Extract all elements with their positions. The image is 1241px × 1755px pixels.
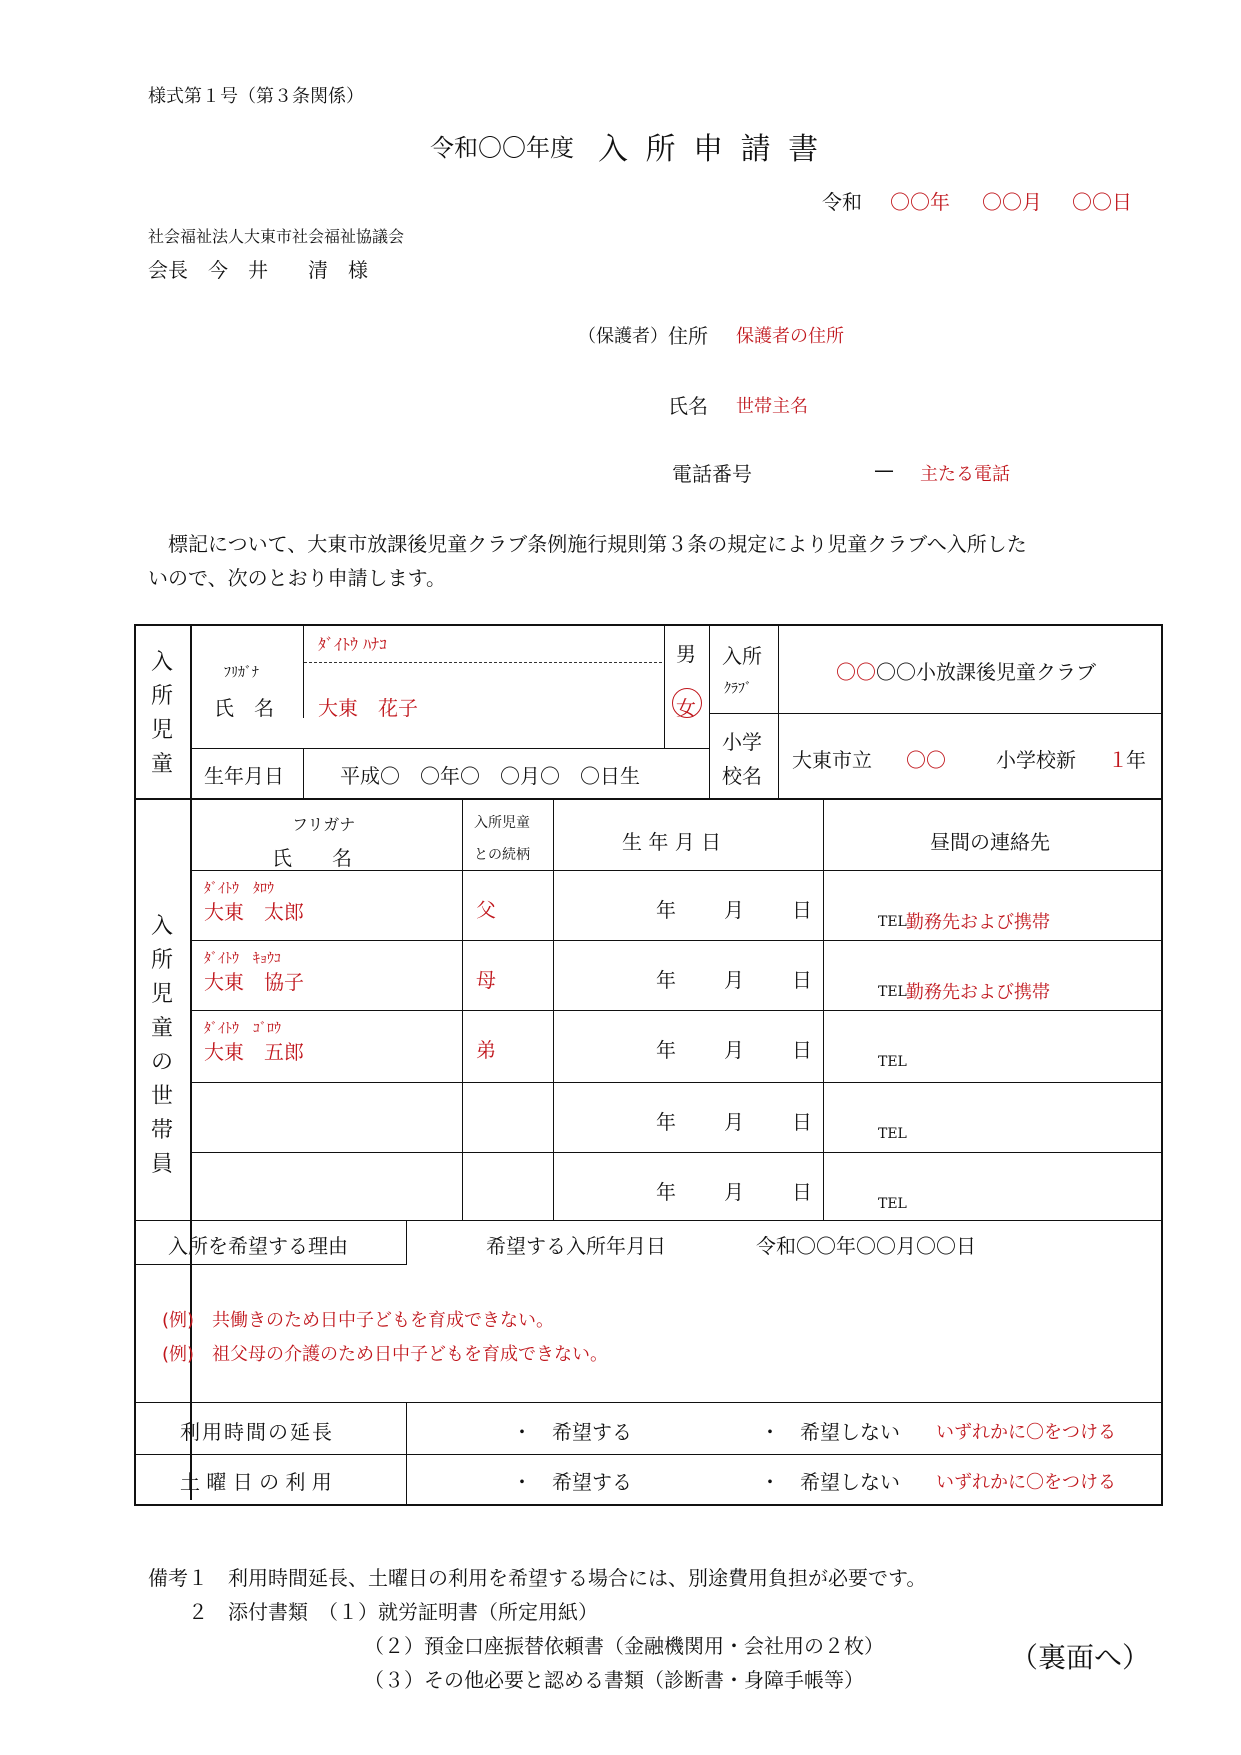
member-tel-label: TEL [878, 1126, 907, 1142]
member-dob-day: 日 [792, 898, 812, 922]
reverse-note: （裏面へ） [1010, 1641, 1151, 1674]
remarks-line-3: （２）預金口座振替依頼書（金融機関用・会社用の２枚） [364, 1634, 884, 1658]
child-section-text: 入所児童 [151, 650, 174, 777]
date-era: 令和 [822, 190, 862, 214]
reason-label: 入所を希望する理由 [168, 1234, 348, 1258]
school-label: 小学 [722, 730, 762, 754]
household-section-text: 入所児童の世帯員 [151, 914, 174, 1177]
saturday-bullet-no: ・ [760, 1470, 780, 1494]
member-dob-month: 月 [724, 1038, 744, 1062]
desired-date-label: 希望する入所年月日 [486, 1234, 666, 1258]
member-dob-month: 月 [724, 898, 744, 922]
address-value: 保護者の住所 [736, 326, 844, 347]
school-suffix: 小学校新 [996, 748, 1076, 772]
date-year: 〇〇年 [890, 190, 950, 214]
extension-no[interactable]: 希望しない [800, 1420, 900, 1444]
member-tel-label: TEL [878, 1196, 907, 1212]
household-section-label [147, 910, 177, 1182]
intro-line-2: いので、次のとおり申請します。 [148, 566, 446, 590]
member-furigana: ﾀﾞｲﾄｳ ﾀﾛｳ [204, 881, 274, 897]
member-furigana: ﾀﾞｲﾄｳ ｺﾞﾛｳ [204, 1021, 281, 1037]
sex-male: 男 [676, 642, 696, 666]
member-tel-label: TEL [878, 914, 907, 930]
member-dob-year: 年 [656, 968, 676, 992]
school-prefix: 大東市立 [792, 748, 872, 772]
member-contact: 勤務先および携帯 [906, 912, 1050, 933]
grade-unit: 年 [1126, 748, 1146, 772]
member-name: 大東 太郎 [204, 900, 304, 924]
extension-label: 利用時間の延長 [180, 1420, 334, 1444]
member-dob-day: 日 [792, 1180, 812, 1204]
child-section-label [147, 646, 177, 782]
reason-example-2: (例) 祖父母の介護のため日中子どもを育成できない。 [162, 1344, 609, 1365]
page-title: 入 所 申 請 書 [598, 132, 823, 167]
desired-date-value: 令和〇〇年〇〇月〇〇日 [756, 1234, 976, 1258]
member-name: 大東 五郎 [204, 1040, 304, 1064]
member-furigana: ﾀﾞｲﾄｳ ｷｮｳｺ [204, 951, 281, 967]
member-dob-year: 年 [656, 1110, 676, 1134]
dob-value: 平成〇 〇年〇 〇月〇 〇日生 [340, 764, 640, 788]
name-label: 氏名 [668, 394, 708, 418]
reason-example-1: (例) 共働きのため日中子どもを育成できない。 [162, 1310, 555, 1331]
saturday-note: いずれかに〇をつける [936, 1472, 1116, 1493]
child-furigana-value: ﾀﾞｲﾄｳ ﾊﾅｺ [318, 635, 388, 654]
member-relation: 弟 [476, 1038, 496, 1062]
extension-yes[interactable]: 希望する [552, 1420, 632, 1444]
member-dob-day: 日 [792, 968, 812, 992]
dob-label: 生年月日 [204, 764, 284, 788]
header-relation-2: との続柄 [474, 847, 530, 863]
date-day: 〇〇日 [1072, 190, 1132, 214]
child-furigana-label: ﾌﾘｶﾞﾅ [224, 665, 259, 681]
saturday-bullet-yes: ・ [512, 1470, 532, 1494]
club-value-text: 〇〇小放課後児童クラブ [876, 660, 1096, 684]
member-tel-label: TEL [878, 984, 907, 1000]
intro-line-1: 標記について、大東市放課後児童クラブ条例施行規則第３条の規定により児童クラブへ入所した [148, 532, 1027, 556]
member-relation: 父 [476, 898, 496, 922]
name-value: 世帯主名 [736, 396, 808, 417]
extension-note: いずれかに〇をつける [936, 1422, 1116, 1443]
club-label-2: ｸﾗﾌﾞ [724, 681, 752, 697]
date-month: 〇〇月 [982, 190, 1042, 214]
school-label-2: 校名 [722, 764, 762, 788]
grade-value: １ [1108, 748, 1128, 772]
member-dob-year: 年 [656, 898, 676, 922]
saturday-label: 土 曜 日 の 利 用 [180, 1470, 332, 1494]
remarks-line-2: ２ 添付書類 （１）就労証明書（所定用紙） [148, 1600, 598, 1624]
child-name-value: 大東 花子 [318, 696, 418, 720]
applicant-role: （保護者） [578, 326, 668, 347]
form-number: 様式第１号（第３条関係） [148, 86, 364, 107]
member-tel-label: TEL [878, 1054, 907, 1070]
phone-dash: — [874, 458, 894, 482]
header-furigana: フリガナ [292, 815, 356, 834]
address-label: 住所 [668, 324, 708, 348]
organization: 社会福祉法人大東市社会福祉協議会 [148, 227, 405, 246]
club-value-circles: 〇〇 [836, 660, 876, 684]
header-contact: 昼間の連絡先 [930, 830, 1050, 854]
header-relation-1: 入所児童 [474, 815, 530, 831]
header-dob: 生 年 月 日 [622, 830, 722, 854]
child-name-label: 氏 名 [214, 696, 274, 720]
school-name: 〇〇 [906, 748, 946, 772]
member-dob-year: 年 [656, 1180, 676, 1204]
member-dob-month: 月 [724, 1180, 744, 1204]
member-relation: 母 [476, 968, 496, 992]
saturday-yes[interactable]: 希望する [552, 1470, 632, 1494]
remarks-line-1: 備考１ 利用時間延長、土曜日の利用を希望する場合には、別途費用負担が必要です。 [148, 1566, 927, 1590]
member-dob-day: 日 [792, 1038, 812, 1062]
member-dob-year: 年 [656, 1038, 676, 1062]
member-name: 大東 協子 [204, 970, 304, 994]
member-dob-month: 月 [724, 968, 744, 992]
club-label: 入所 [722, 644, 762, 668]
phone-label: 電話番号 [672, 462, 752, 486]
header-name: 氏 名 [272, 846, 352, 870]
member-contact: 勤務先および携帯 [906, 982, 1050, 1003]
extension-bullet-no: ・ [760, 1420, 780, 1444]
title-prefix: 令和〇〇年度 [430, 134, 574, 162]
phone-value: 主たる電話 [920, 464, 1010, 485]
addressee: 会長 今 井 清 様 [148, 258, 368, 282]
sex-circle-mark [672, 688, 702, 718]
extension-bullet-yes: ・ [512, 1420, 532, 1444]
club-value [836, 656, 1096, 685]
member-dob-day: 日 [792, 1110, 812, 1134]
remarks-line-4: （３）その他必要と認める書類（診断書・身障手帳等） [364, 1668, 864, 1692]
member-dob-month: 月 [724, 1110, 744, 1134]
sex-female: 女 [676, 696, 696, 720]
saturday-no[interactable]: 希望しない [800, 1470, 900, 1494]
